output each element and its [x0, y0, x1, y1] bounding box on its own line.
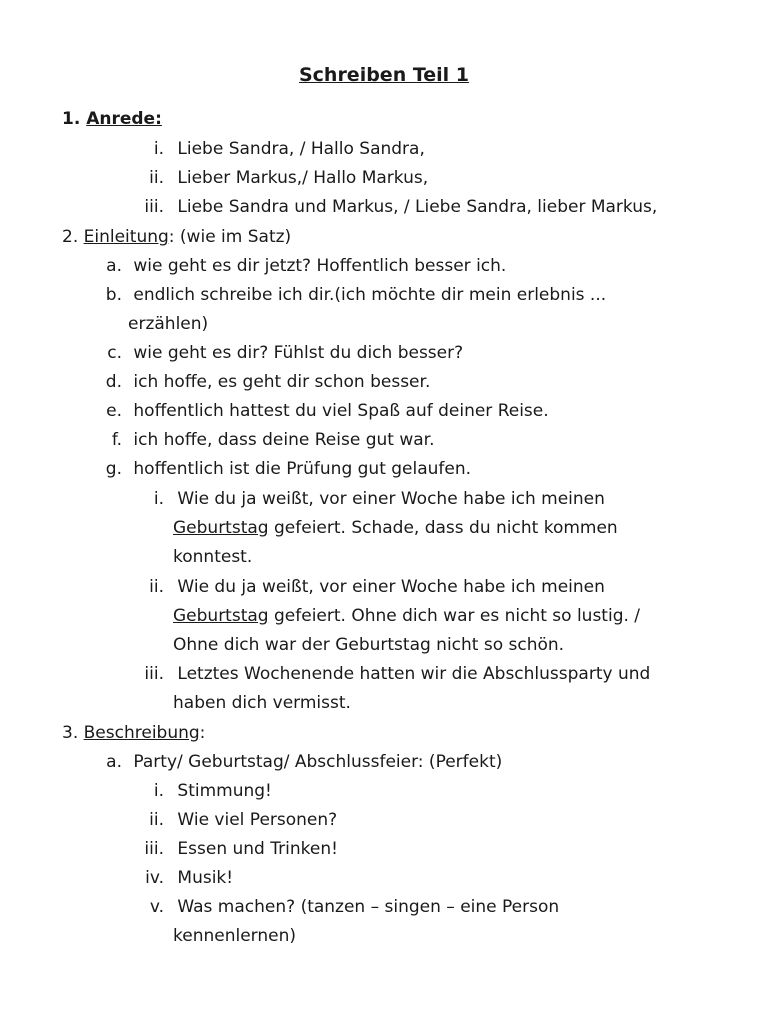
list-item-text: Wie du ja weißt, vor einer Woche habe ich meinen: [177, 489, 605, 509]
section-number: 1.: [62, 109, 81, 129]
list-item: [100, 400, 549, 422]
sublist-item-continuation: konntest.: [173, 547, 253, 567]
sublist-item: [132, 838, 338, 860]
list-marker: iii.: [144, 664, 164, 684]
list-item-text: ich hoffe, es geht dir schon besser.: [133, 372, 431, 392]
list-marker: f.: [111, 430, 122, 450]
list-marker: d.: [105, 372, 122, 392]
sublist-item-continuation: Ohne dich war der Geburtstag nicht so schön.: [173, 635, 565, 655]
sublist-item: [132, 663, 650, 685]
list-item-continuation: erzählen): [128, 314, 209, 334]
section-title-suffix: : (wie im Satz): [168, 227, 292, 247]
list-item-text: ich hoffe, dass deine Reise gut war.: [133, 430, 435, 450]
sublist-item: [132, 896, 559, 918]
underlined-word: Geburtstag: [173, 518, 269, 538]
list-item-text: Wie viel Personen?: [177, 810, 338, 830]
section-number: 3.: [62, 723, 79, 743]
section-2-heading: [62, 226, 291, 248]
sublist-item: [132, 576, 605, 598]
sublist-item-continuation: haben dich vermisst.: [173, 693, 351, 713]
list-item: [100, 342, 463, 364]
sublist-item: [132, 867, 233, 889]
list-item-text: endlich schreibe ich dir.(ich möchte dir mein erlebnis ...: [133, 285, 607, 305]
list-marker: e.: [106, 401, 122, 421]
section-number: 2.: [62, 227, 79, 247]
sublist-item: [132, 780, 272, 802]
list-item-text: Essen und Trinken!: [177, 839, 338, 859]
list-item-text: wie geht es dir jetzt? Hoffentlich besser ich.: [133, 256, 507, 276]
list-marker: ii.: [149, 168, 164, 188]
list-item: [100, 371, 430, 393]
section-title-suffix: :: [199, 723, 206, 743]
list-item-text: Party/ Geburtstag/ Abschlussfeier: (Perfekt): [133, 752, 503, 772]
sublist-item-continuation: kennenlernen): [173, 926, 296, 946]
list-item: [100, 458, 471, 480]
list-item-text: Liebe Sandra, / Hallo Sandra,: [177, 139, 425, 159]
list-item-text: Liebe Sandra und Markus, / Liebe Sandra, lieber Markus,: [177, 197, 658, 217]
list-item-text: hoffentlich ist die Prüfung gut gelaufen.: [133, 459, 472, 479]
section-1-heading: [62, 108, 162, 130]
sublist-item-continuation: [173, 517, 618, 539]
list-marker: i.: [153, 781, 164, 801]
list-item-text: Was machen? (tanzen – singen – eine Person: [177, 897, 560, 917]
list-item: [100, 429, 434, 451]
list-item-text: Lieber Markus,/ Hallo Markus,: [177, 168, 429, 188]
list-marker: a.: [106, 752, 122, 772]
list-marker: ii.: [149, 810, 164, 830]
sublist-item: [132, 809, 337, 831]
section-title: Einleitung: [83, 227, 169, 247]
section-3-heading: [62, 722, 205, 744]
list-marker: v.: [149, 897, 164, 917]
list-item-text: wie geht es dir? Fühlst du dich besser?: [133, 343, 464, 363]
section-title: Anrede:: [86, 109, 162, 129]
list-marker: iv.: [145, 868, 164, 888]
list-marker: c.: [107, 343, 122, 363]
list-item-text: hoffentlich hattest du viel Spaß auf deiner Reise.: [133, 401, 549, 421]
page-title: Schreiben Teil 1: [298, 64, 470, 86]
list-marker: b.: [105, 285, 122, 305]
list-marker: g.: [105, 459, 122, 479]
list-item-text: gefeiert. Ohne dich war es nicht so lustig. /: [268, 606, 641, 626]
section-title: Beschreibung: [83, 723, 200, 743]
list-marker: i.: [153, 489, 164, 509]
sublist-item: [132, 488, 605, 510]
list-marker: ii.: [149, 577, 164, 597]
list-marker: iii.: [144, 197, 164, 217]
list-item: [100, 255, 506, 277]
list-item: [100, 284, 606, 306]
list-item: [132, 196, 657, 218]
list-item-text: Wie du ja weißt, vor einer Woche habe ich meinen: [177, 577, 605, 597]
sublist-item-continuation: [173, 605, 640, 627]
list-item: [100, 751, 502, 773]
list-marker: iii.: [144, 839, 164, 859]
list-item: [132, 138, 425, 160]
list-item-text: Letztes Wochenende hatten wir die Abschlussparty und: [177, 664, 651, 684]
list-item-text: Stimmung!: [177, 781, 272, 801]
list-item: [132, 167, 428, 189]
list-marker: a.: [106, 256, 122, 276]
list-item-text: gefeiert. Schade, dass du nicht kommen: [268, 518, 618, 538]
list-marker: i.: [153, 139, 164, 159]
underlined-word: Geburtstag: [173, 606, 269, 626]
list-item-text: Musik!: [177, 868, 234, 888]
